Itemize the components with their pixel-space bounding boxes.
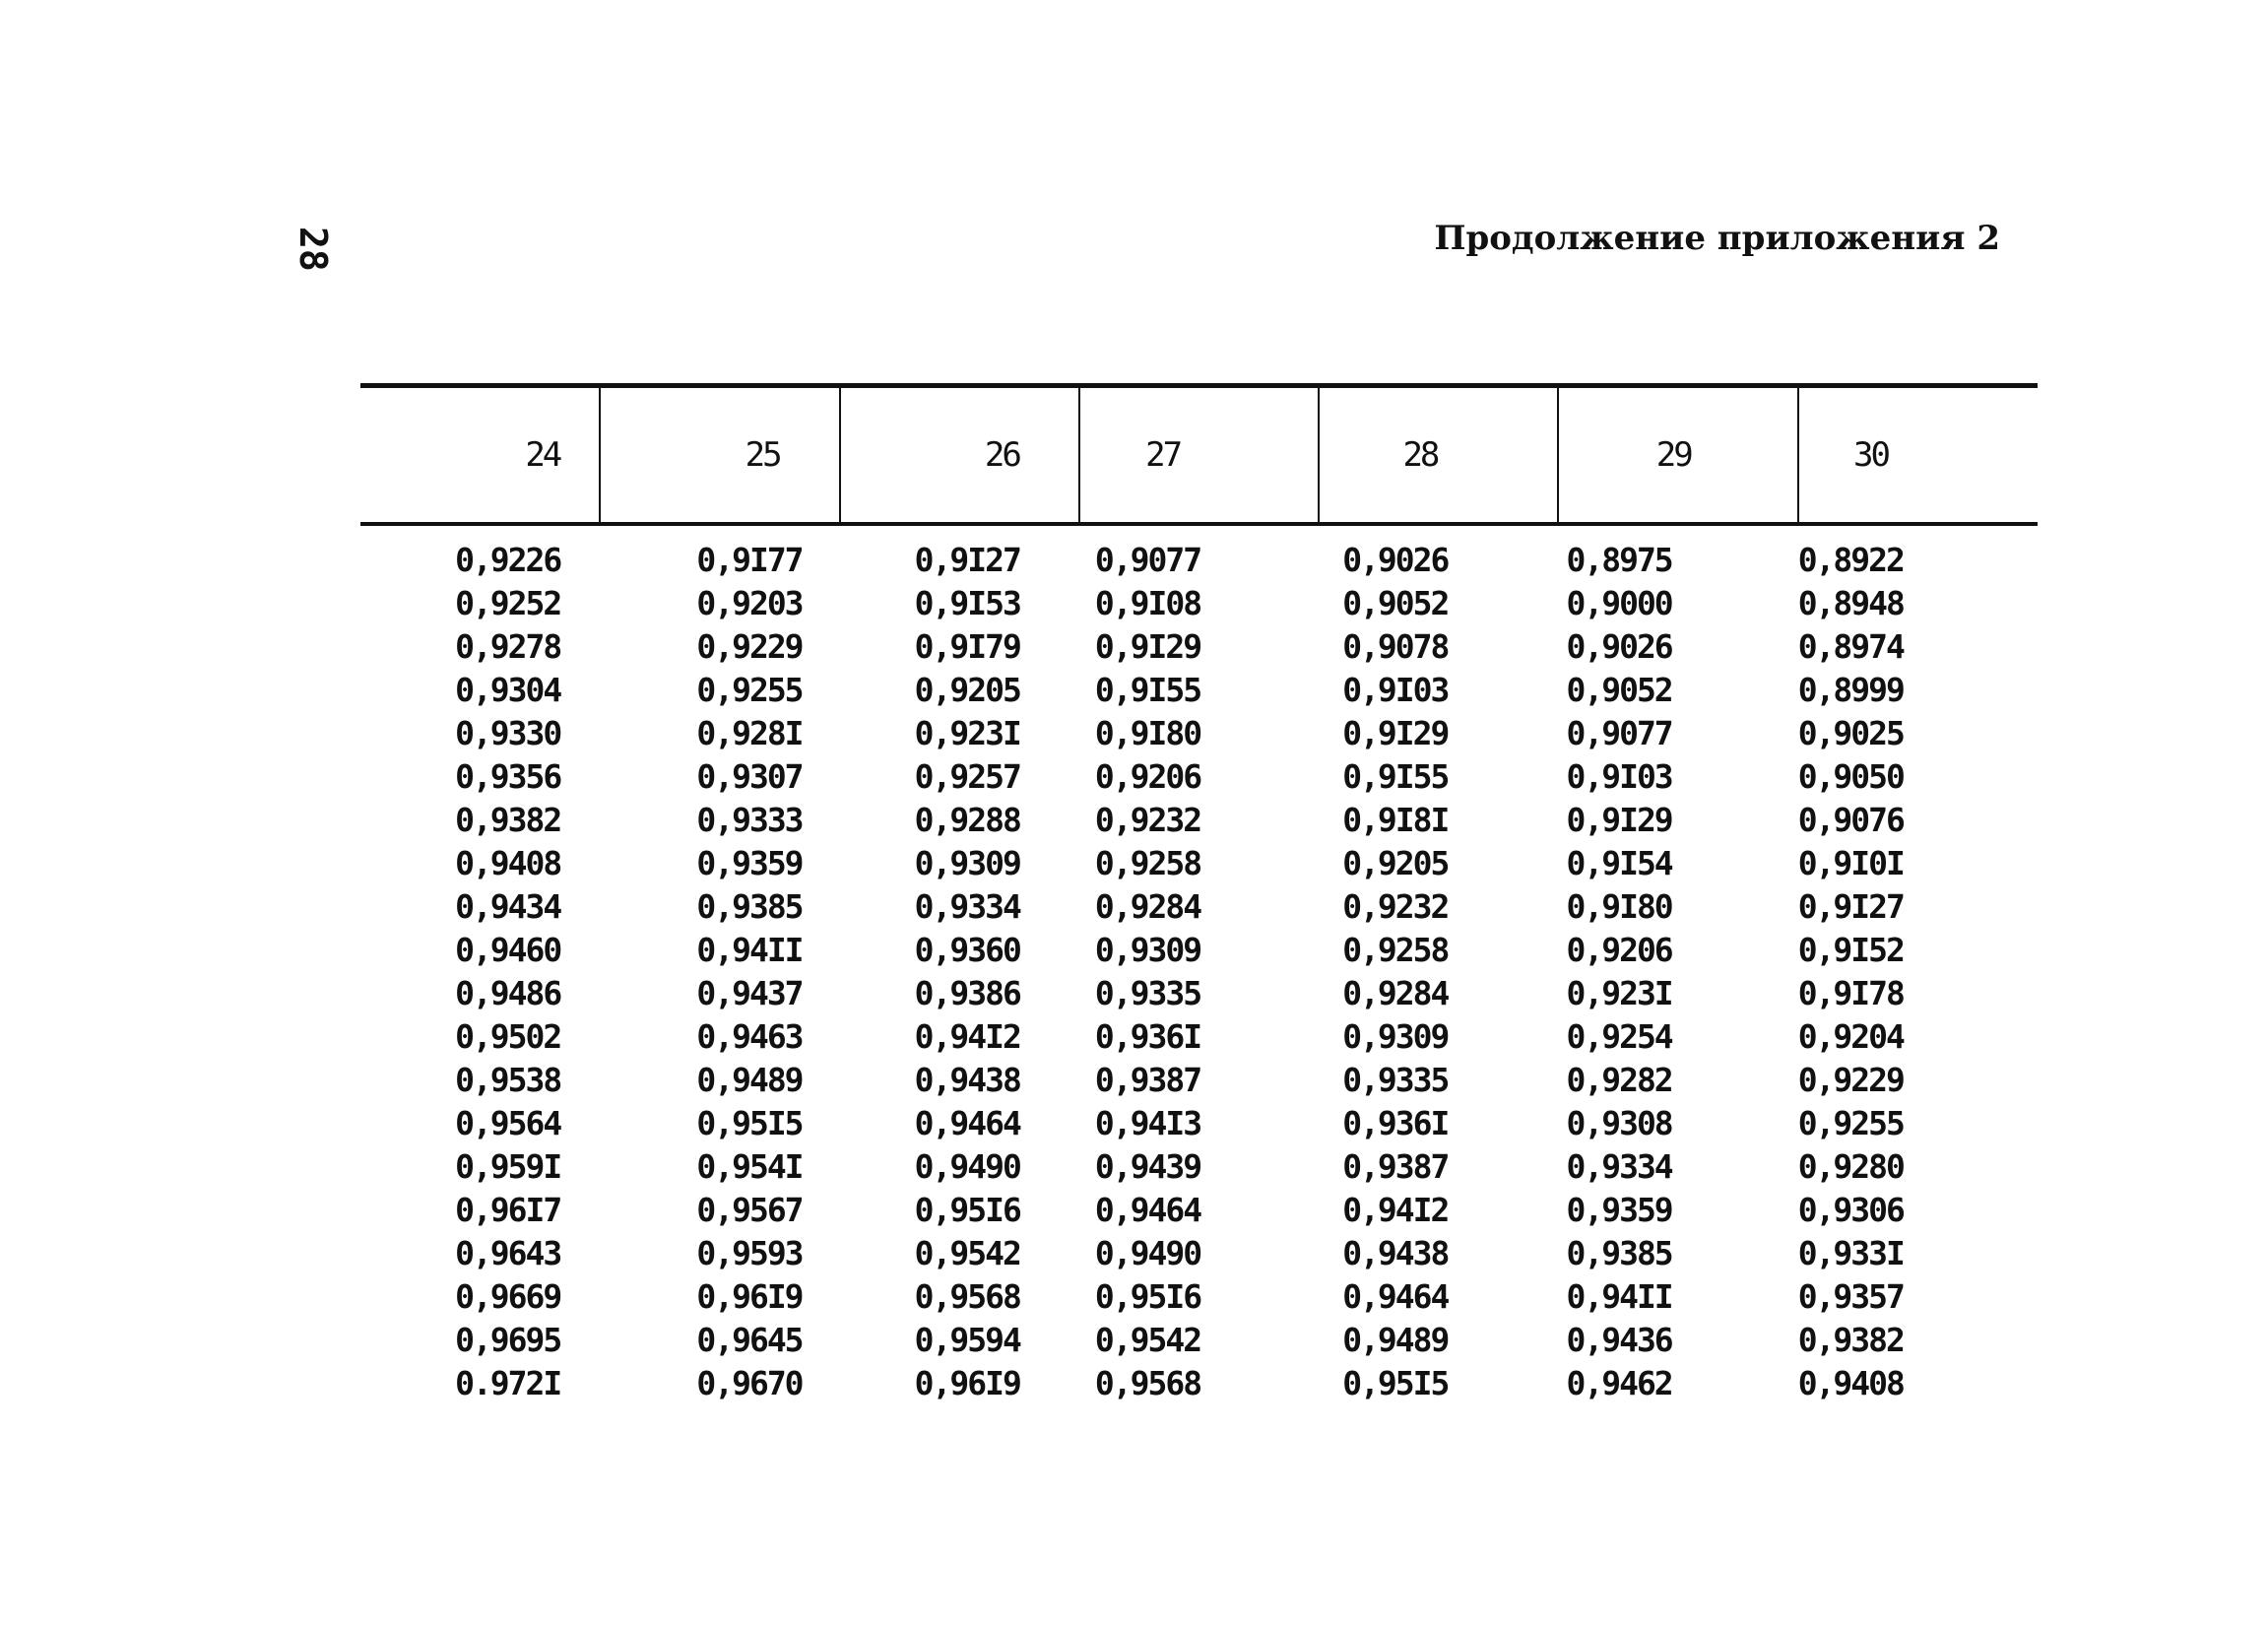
table-cell: 0,95I5: [1342, 1363, 1449, 1402]
table-cell: 0,9436: [1566, 1320, 1672, 1359]
table-row: [360, 754, 2038, 798]
table-cell: 0,95I5: [696, 1103, 803, 1142]
table-cell: 0,923I: [914, 713, 1020, 752]
table-cell: 0,9I54: [1566, 843, 1672, 882]
table-cell: 0,9232: [1342, 886, 1449, 926]
table-cell: 0,9254: [1566, 1016, 1672, 1056]
table-cell: 0,9204: [1797, 1016, 1904, 1056]
table-cell: 0,9438: [914, 1060, 1020, 1099]
table-row: [360, 1101, 2038, 1144]
table-cell: 0,9359: [1566, 1190, 1672, 1229]
table-cell: 0,9335: [1094, 973, 1201, 1012]
table-cell: 0,9568: [1094, 1363, 1201, 1402]
table-cell: 0,9288: [914, 800, 1020, 839]
table-cell: 0,95I6: [914, 1190, 1020, 1229]
table-cell: 0,9486: [455, 973, 561, 1012]
table-body: [360, 524, 2038, 1404]
table-row: [360, 1231, 2038, 1274]
table-row: [360, 971, 2038, 1014]
table-cell: 0,9232: [1094, 800, 1201, 839]
table-cell: 0,9357: [1797, 1276, 1904, 1316]
table-cell: 0,9I29: [1094, 626, 1201, 666]
table-cell: 0,9076: [1797, 800, 1904, 839]
table-cell: 0,9052: [1342, 583, 1449, 622]
table-cell: 0,9255: [1797, 1103, 1904, 1142]
column-header: 28: [1319, 386, 1558, 525]
table-cell: 0,9387: [1342, 1146, 1449, 1186]
table-cell: 0,95I6: [1094, 1276, 1201, 1316]
table-cell: 0,9282: [1566, 1060, 1672, 1099]
table-row: [360, 1188, 2038, 1231]
table-cell: 0,9359: [696, 843, 803, 882]
table-row: [360, 1014, 2038, 1058]
table-cell: 0,96I9: [914, 1363, 1020, 1402]
table-cell: 0,9026: [1342, 540, 1449, 579]
table-cell: 0,9278: [455, 626, 561, 666]
table-cell: 0,9077: [1094, 540, 1201, 579]
table-cell: 0,9255: [696, 670, 803, 709]
table-cell: 0,9360: [914, 930, 1020, 969]
table-cell: 0,9669: [455, 1276, 561, 1316]
page-number-text: 28: [292, 227, 335, 272]
column-header: 29: [1558, 386, 1797, 525]
table-cell: 0,9052: [1566, 670, 1672, 709]
table-cell: 0,9205: [914, 670, 1020, 709]
table-cell: 0,9284: [1094, 886, 1201, 926]
table-cell: 0,9309: [1342, 1016, 1449, 1056]
table-cell: 0,9408: [1797, 1363, 1904, 1402]
table-cell: 0,9I27: [914, 540, 1020, 579]
table-row: [360, 1318, 2038, 1361]
table-cell: 0,9229: [696, 626, 803, 666]
table-cell: 0,9226: [455, 540, 561, 579]
data-table-container: [360, 383, 2038, 1404]
table-row: [360, 1144, 2038, 1188]
table-row: [360, 1361, 2038, 1404]
table-cell: 0,9593: [696, 1233, 803, 1272]
table-cell: 0,9257: [914, 756, 1020, 796]
table-cell: 0,8975: [1566, 540, 1672, 579]
table-cell: 0,9502: [455, 1016, 561, 1056]
table-cell: 0,8999: [1797, 670, 1904, 709]
table-cell: 0,9I0I: [1797, 843, 1904, 882]
table-cell: 0,9203: [696, 583, 803, 622]
table-cell: 0,9645: [696, 1320, 803, 1359]
table-cell: 0,9538: [455, 1060, 561, 1099]
column-header: 30: [1798, 386, 2038, 525]
table-cell: 0,9I80: [1094, 713, 1201, 752]
table-row: [360, 884, 2038, 928]
table-cell: 0,9I79: [914, 626, 1020, 666]
table-cell: 0,9594: [914, 1320, 1020, 1359]
table-cell: 0,9I77: [696, 540, 803, 579]
table-cell: 0,9I52: [1797, 930, 1904, 969]
table-cell: 0,9438: [1342, 1233, 1449, 1272]
table-row: [360, 581, 2038, 624]
table-cell: 0,936I: [1342, 1103, 1449, 1142]
table-row: [360, 711, 2038, 754]
table-row: [360, 841, 2038, 884]
table-cell: 0,9695: [455, 1320, 561, 1359]
table-cell: 0,9I78: [1797, 973, 1904, 1012]
page-number: [292, 227, 335, 276]
table-cell: 0,9386: [914, 973, 1020, 1012]
table-cell: 0,9229: [1797, 1060, 1904, 1099]
table-cell: 0,94II: [696, 930, 803, 969]
table-cell: 0,9568: [914, 1276, 1020, 1316]
page-title: Продолжение приложения 2: [1434, 219, 2000, 258]
table-cell: 0,9308: [1566, 1103, 1672, 1142]
table-cell: 0,9356: [455, 756, 561, 796]
table-cell: 0,9382: [455, 800, 561, 839]
column-header: 24: [525, 435, 560, 475]
table-cell: 0,9205: [1342, 843, 1449, 882]
table-cell: 0,9382: [1797, 1320, 1904, 1359]
table-cell: 0,9490: [1094, 1233, 1201, 1272]
table-cell: 0,959I: [455, 1146, 561, 1186]
table-cell: 0,9489: [696, 1060, 803, 1099]
table-cell: 0,96I9: [696, 1276, 803, 1316]
table-cell: 0,9330: [455, 713, 561, 752]
table-cell: 0,936I: [1094, 1016, 1201, 1056]
table-cell: 0,9050: [1797, 756, 1904, 796]
table-cell: 0,9306: [1797, 1190, 1904, 1229]
table-cell: 0,9I8I: [1342, 800, 1449, 839]
table-cell: 0,9464: [1094, 1190, 1201, 1229]
table-cell: 0,9335: [1342, 1060, 1449, 1099]
table-cell: 0,9078: [1342, 626, 1449, 666]
table-cell: 0,9387: [1094, 1060, 1201, 1099]
table-cell: 0,8974: [1797, 626, 1904, 666]
table-cell: 0,9I29: [1342, 713, 1449, 752]
table-cell: 0,9464: [914, 1103, 1020, 1142]
table-cell: 0,9I27: [1797, 886, 1904, 926]
table-cell: 0,94I2: [914, 1016, 1020, 1056]
table-cell: 0,9304: [455, 670, 561, 709]
table-row: [360, 1058, 2038, 1101]
table-cell: 0,9307: [696, 756, 803, 796]
table-cell: 0,9I08: [1094, 583, 1201, 622]
table-cell: 0,96I7: [455, 1190, 561, 1229]
table-cell: 0,9490: [914, 1146, 1020, 1186]
table-cell: 0,9489: [1342, 1320, 1449, 1359]
table-row: [360, 624, 2038, 668]
table-cell: 0,9I29: [1566, 800, 1672, 839]
table-cell: 0,9460: [455, 930, 561, 969]
table-cell: 0,923I: [1566, 973, 1672, 1012]
table-cell: 0.972I: [455, 1363, 561, 1402]
table-cell: 0,9439: [1094, 1146, 1201, 1186]
table-cell: 0,9284: [1342, 973, 1449, 1012]
table-cell: 0,9I55: [1094, 670, 1201, 709]
table-cell: 0,9000: [1566, 583, 1672, 622]
table-cell: 0,954I: [696, 1146, 803, 1186]
column-header: 26: [840, 386, 1079, 525]
table-cell: 0,9252: [455, 583, 561, 622]
table-cell: 0,933I: [1797, 1233, 1904, 1272]
data-table: [360, 383, 2038, 1404]
table-cell: 0,9333: [696, 800, 803, 839]
table-cell: 0,9I80: [1566, 886, 1672, 926]
table-cell: 0,9258: [1094, 843, 1201, 882]
table-cell: 0,928I: [696, 713, 803, 752]
table-cell: 0,9I55: [1342, 756, 1449, 796]
table-cell: 0,9564: [455, 1103, 561, 1142]
table-cell: 0,9463: [696, 1016, 803, 1056]
table-row: [360, 524, 2038, 581]
table-cell: 0,9309: [1094, 930, 1201, 969]
table-cell: 0,9258: [1342, 930, 1449, 969]
table-cell: 0,9309: [914, 843, 1020, 882]
table-row: [360, 928, 2038, 971]
table-cell: 0,9464: [1342, 1276, 1449, 1316]
table-cell: 0,9I53: [914, 583, 1020, 622]
table-cell: 0,9334: [1566, 1146, 1672, 1186]
table-cell: 0,9385: [1566, 1233, 1672, 1272]
table-cell: 0,94I2: [1342, 1190, 1449, 1229]
table-cell: 0,9542: [914, 1233, 1020, 1272]
table-cell: 0,8922: [1797, 540, 1904, 579]
table-cell: 0,9026: [1566, 626, 1672, 666]
table-cell: 0,9670: [696, 1363, 803, 1402]
table-cell: 0,9567: [696, 1190, 803, 1229]
column-header: 25: [600, 386, 839, 525]
table-cell: 0,9542: [1094, 1320, 1201, 1359]
header-row: [360, 386, 2038, 525]
table-row: [360, 798, 2038, 841]
table-cell: 0,9408: [455, 843, 561, 882]
table-row: [360, 1274, 2038, 1318]
table-cell: 0,9434: [455, 886, 561, 926]
table-cell: 0,9334: [914, 886, 1020, 926]
column-header: 27: [1079, 386, 1319, 525]
table-cell: 0,9280: [1797, 1146, 1904, 1186]
table-cell: 0,9077: [1566, 713, 1672, 752]
table-row: [360, 668, 2038, 711]
table-cell: 0,9I03: [1566, 756, 1672, 796]
table-cell: 0,9206: [1566, 930, 1672, 969]
table-cell: 0,9437: [696, 973, 803, 1012]
table-cell: 0,94I3: [1094, 1103, 1201, 1142]
table-cell: 0,94II: [1566, 1276, 1672, 1316]
table-cell: 0,9643: [455, 1233, 561, 1272]
table-cell: 0,8948: [1797, 583, 1904, 622]
table-cell: 0,9025: [1797, 713, 1904, 752]
table-cell: 0,9206: [1094, 756, 1201, 796]
table-cell: 0,9462: [1566, 1363, 1672, 1402]
table-header: [360, 386, 2038, 525]
table-cell: 0,9I03: [1342, 670, 1449, 709]
table-cell: 0,9385: [696, 886, 803, 926]
